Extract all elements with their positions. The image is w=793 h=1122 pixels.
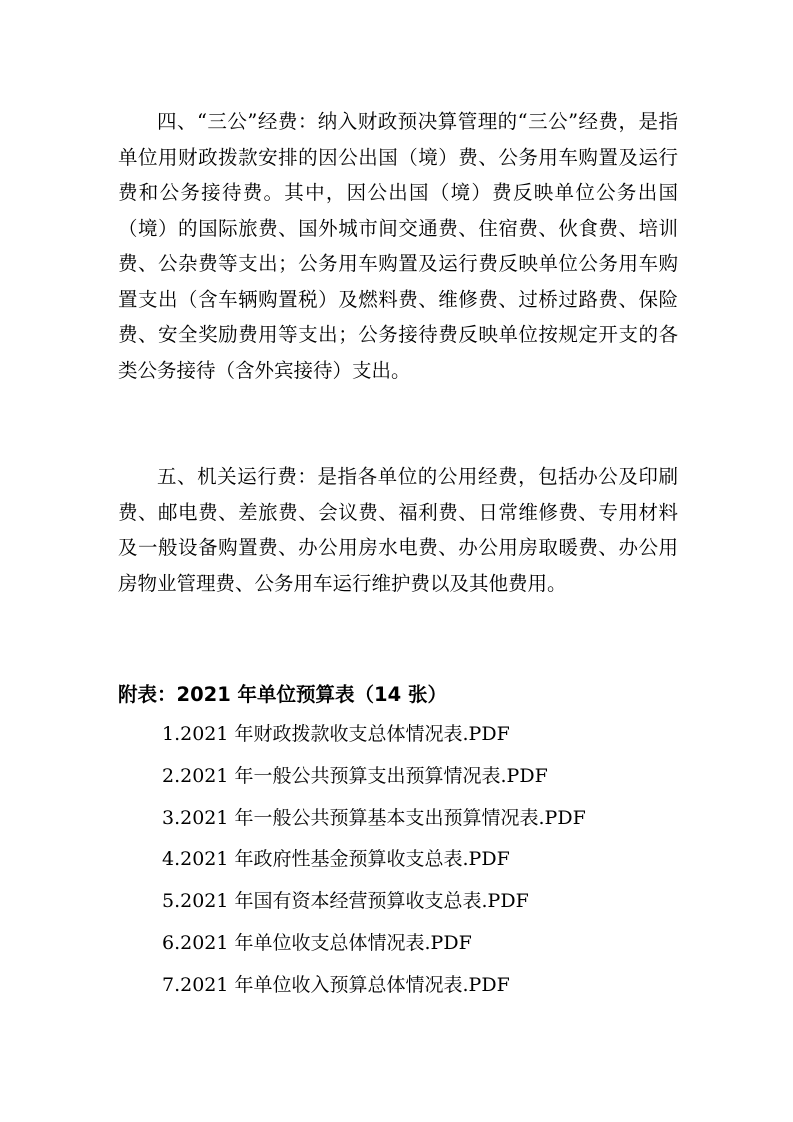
paragraph-agency-operating-costs: 五、机关运行费：是指各单位的公用经费，包括办公及印刷费、邮电费、差旅费、会议费、福利费、日常维修费、专用材料及一般设备购置费、办公用房水电费、办公用房取暖费、办公用房物业管理费、公务用车运行维护费以及其他费用。 — [118, 465, 678, 595]
appendix-file-link[interactable]: 3.2021 年一般公共预算基本支出预算情况表.PDF — [162, 806, 586, 829]
appendix-file-list — [162, 719, 586, 1012]
appendix-file-link[interactable]: 6.2021 年单位收支总体情况表.PDF — [162, 931, 472, 954]
appendix-file-link[interactable]: 1.2021 年财政拨款收支总体情况表.PDF — [162, 723, 510, 745]
appendix-title: 附表：2021 年单位预算表（14 张） — [118, 683, 447, 706]
paragraph-three-public-expenses: 四、“三公”经费：纳入财政预决算管理的“三公”经费，是指单位用财政拨款安排的因公出国（境）费、公务用车购置及运行费和公务接待费。其中，因公出国（境）费反映单位公务出国（境）的国际旅费、国外城市间交通费、住宿费、伙食费、培训费、公杂费等支出；公务用车购置及运行费反映单位公务用车购置支出（含车辆购置税）及燃料费、维修费、过桥过路费、保险费、安全奖励费用等支出；公务接待费反映单位按规定开支的各类公务接待（含外宾接待）支出。 — [118, 110, 678, 382]
appendix-file-link[interactable]: 2.2021 年一般公共预算支出预算情况表.PDF — [162, 764, 548, 787]
appendix-file-link[interactable]: 4.2021 年政府性基金预算收支总表.PDF — [162, 848, 510, 871]
appendix-file-link[interactable]: 7.2021 年单位收入预算总体情况表.PDF — [162, 973, 510, 996]
appendix-file-link[interactable]: 5.2021 年国有资本经营预算收支总表.PDF — [162, 890, 529, 913]
